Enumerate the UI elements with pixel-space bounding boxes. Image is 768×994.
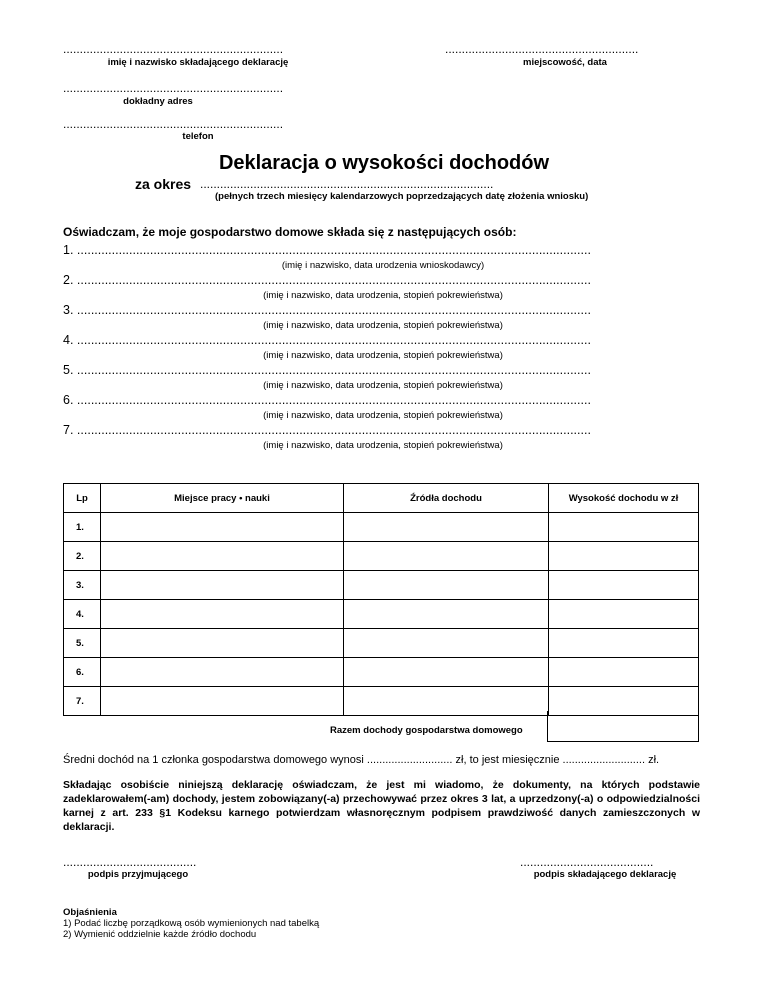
address-label: dokładny adres bbox=[123, 96, 193, 107]
note-item: 1) Podać liczbę porządkową osób wymienionych nad tabelką bbox=[63, 918, 320, 929]
person-number: 5. bbox=[63, 363, 74, 377]
person-row-7[interactable] bbox=[63, 423, 703, 437]
table-row bbox=[64, 600, 699, 629]
phone-label: telefon bbox=[182, 131, 214, 142]
row-number: 3. bbox=[64, 571, 101, 600]
name-label: imię i nazwisko składającego deklarację bbox=[107, 57, 289, 68]
person-row-3[interactable] bbox=[63, 303, 703, 317]
table-row bbox=[64, 629, 699, 658]
note-item: 2) Wymienić oddzielnie każde źródło dochodu bbox=[63, 929, 257, 940]
person-row-5[interactable] bbox=[63, 363, 703, 377]
person-caption: (imię i nazwisko, data urodzenia, stopień pokrewieństwa) bbox=[263, 320, 503, 331]
row-number: 4. bbox=[64, 600, 101, 629]
workplace-cell[interactable] bbox=[101, 658, 344, 687]
place-date-label: miejscowość, data bbox=[523, 57, 607, 68]
person-dots[interactable]: .................................................................................................................................................... bbox=[76, 333, 591, 347]
table-header-row bbox=[64, 484, 699, 513]
person-number: 6. bbox=[63, 393, 74, 407]
period-field[interactable]: ........................................................................................ bbox=[200, 177, 494, 191]
workplace-cell[interactable] bbox=[101, 629, 344, 658]
income-source-cell[interactable] bbox=[344, 600, 549, 629]
person-row-4[interactable] bbox=[63, 333, 703, 347]
person-dots[interactable]: .................................................................................................................................................... bbox=[76, 273, 591, 287]
income-source-cell[interactable] bbox=[344, 571, 549, 600]
person-caption: (imię i nazwisko, data urodzenia wnioskodawcy) bbox=[281, 260, 485, 271]
person-number: 7. bbox=[63, 423, 74, 437]
header-workplace: Miejsce pracy • nauki bbox=[101, 484, 344, 513]
declaration-text: Składając osobiście niniejszą deklarację oświadczam, że jest mi wiadomo, że dokumenty, na których podstawie zadeklarowałem(-am) dochody, jestem zobowiązany(-a) przechowywać przez okres 3 lat, a uprzedzony(-a) o odpowiedzialności karnej z art. 233 §1 Kodeksu karnego potwierdzam własnoręcznym podpisem prawdziwość danych zamieszczonych w deklaracji. bbox=[63, 779, 700, 833]
row-number: 5. bbox=[64, 629, 101, 658]
table-row bbox=[64, 513, 699, 542]
phone-field[interactable]: .................................................................. bbox=[63, 117, 284, 131]
workplace-cell[interactable] bbox=[101, 513, 344, 542]
income-source-cell[interactable] bbox=[344, 658, 549, 687]
document-title: Deklaracja o wysokości dochodów bbox=[218, 152, 550, 174]
row-number: 2. bbox=[64, 542, 101, 571]
workplace-cell[interactable] bbox=[101, 600, 344, 629]
household-statement: Oświadczam, że moje gospodarstwo domowe składa się z następujących osób: bbox=[63, 225, 517, 239]
person-number: 3. bbox=[63, 303, 74, 317]
average-income-line[interactable]: Średni dochód na 1 członka gospodarstwa domowego wynosi ............................ zł, to jest miesięcznie ........................... zł. bbox=[63, 754, 660, 766]
header-income-source: Źródła dochodu bbox=[344, 484, 549, 513]
income-source-cell[interactable] bbox=[344, 687, 549, 716]
person-row-1[interactable] bbox=[63, 243, 703, 257]
place-date-field[interactable]: .......................................................... bbox=[445, 42, 639, 56]
header-lp: Lp bbox=[64, 484, 101, 513]
table-row bbox=[64, 542, 699, 571]
person-number: 4. bbox=[63, 333, 74, 347]
income-amount-cell[interactable] bbox=[549, 513, 699, 542]
signature-receiver-field[interactable]: ........................................ bbox=[63, 855, 197, 869]
person-dots[interactable]: .................................................................................................................................................... bbox=[76, 423, 591, 437]
workplace-cell[interactable] bbox=[101, 542, 344, 571]
row-number: 1. bbox=[64, 513, 101, 542]
signature-declarant-field[interactable]: ........................................ bbox=[520, 855, 654, 869]
income-source-cell[interactable] bbox=[344, 542, 549, 571]
person-number: 2. bbox=[63, 273, 74, 287]
notes-heading: Objaśnienia bbox=[63, 907, 117, 918]
person-row-6[interactable] bbox=[63, 393, 703, 407]
row-number: 7. bbox=[64, 687, 101, 716]
person-dots[interactable]: .................................................................................................................................................... bbox=[76, 393, 591, 407]
signature-declarant-label: podpis składającego deklarację bbox=[533, 869, 677, 880]
income-source-cell[interactable] bbox=[344, 513, 549, 542]
income-table bbox=[63, 483, 699, 716]
person-caption: (imię i nazwisko, data urodzenia, stopień pokrewieństwa) bbox=[263, 410, 503, 421]
table-row bbox=[64, 571, 699, 600]
income-amount-cell[interactable] bbox=[549, 629, 699, 658]
notes-section bbox=[63, 907, 319, 940]
table-row bbox=[64, 658, 699, 687]
total-label: Razem dochody gospodarstwa domowego bbox=[330, 725, 523, 736]
person-number: 1. bbox=[63, 243, 74, 257]
person-dots[interactable]: .................................................................................................................................................... bbox=[76, 363, 591, 377]
total-amount-field[interactable] bbox=[547, 711, 699, 742]
period-label: za okres bbox=[135, 176, 192, 192]
name-field[interactable]: .................................................................. bbox=[63, 42, 284, 56]
person-caption: (imię i nazwisko, data urodzenia, stopień pokrewieństwa) bbox=[263, 350, 503, 361]
row-number: 6. bbox=[64, 658, 101, 687]
address-field[interactable]: .................................................................. bbox=[63, 81, 284, 95]
income-source-cell[interactable] bbox=[344, 629, 549, 658]
workplace-cell[interactable] bbox=[101, 571, 344, 600]
signature-receiver-label: podpis przyjmującego bbox=[87, 869, 189, 880]
income-amount-cell[interactable] bbox=[549, 658, 699, 687]
person-caption: (imię i nazwisko, data urodzenia, stopień pokrewieństwa) bbox=[263, 440, 503, 451]
person-dots[interactable]: .................................................................................................................................................... bbox=[76, 303, 591, 317]
person-caption: (imię i nazwisko, data urodzenia, stopień pokrewieństwa) bbox=[263, 290, 503, 301]
income-amount-cell[interactable] bbox=[549, 542, 699, 571]
header-income-amount: Wysokość dochodu w zł bbox=[549, 484, 699, 513]
income-amount-cell[interactable] bbox=[549, 571, 699, 600]
person-caption: (imię i nazwisko, data urodzenia, stopień pokrewieństwa) bbox=[263, 380, 503, 391]
person-dots[interactable]: .................................................................................................................................................... bbox=[76, 243, 591, 257]
period-note: (pełnych trzech miesięcy kalendarzowych poprzedzających datę złożenia wniosku) bbox=[215, 191, 589, 202]
income-amount-cell[interactable] bbox=[549, 600, 699, 629]
workplace-cell[interactable] bbox=[101, 687, 344, 716]
person-row-2[interactable] bbox=[63, 273, 703, 287]
